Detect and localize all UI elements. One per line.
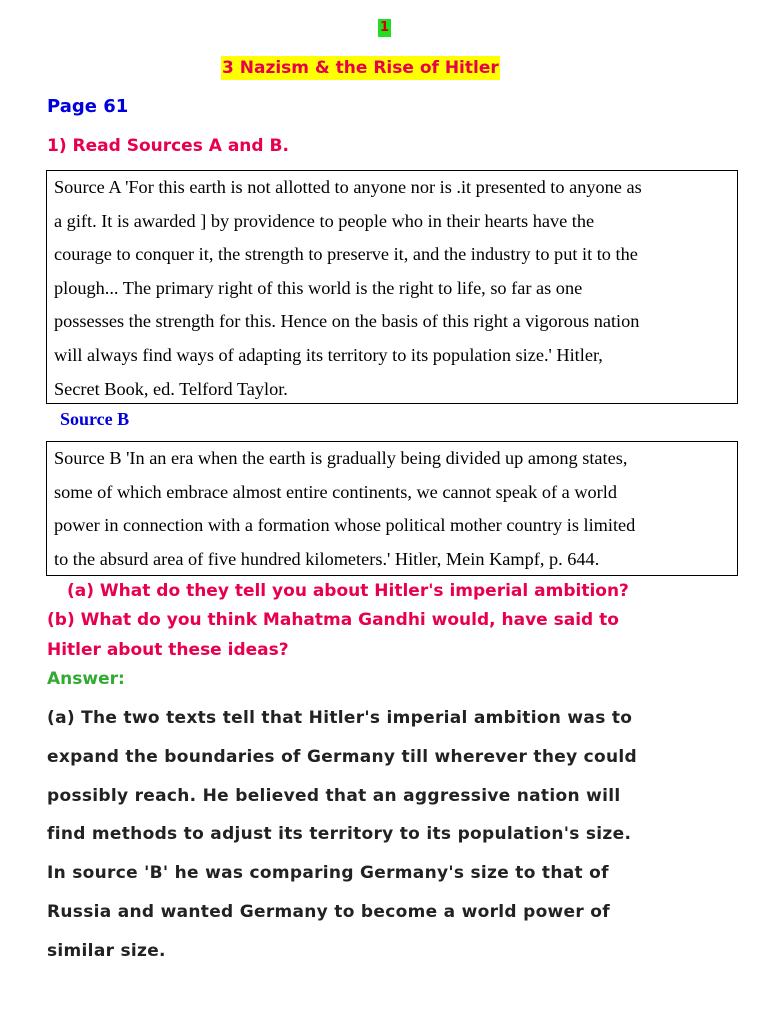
source-b-line: power in connection with a formation whose political mother country is limited <box>54 515 636 536</box>
answer-line: possibly reach. He believed that an aggressive nation will <box>47 785 621 806</box>
source-b-line: some of which embrace almost entire continents, we cannot speak of a world <box>54 481 617 502</box>
source-a-line: Source A 'For this earth is not allotted to anyone nor is .it presented to anyone as <box>54 177 642 197</box>
question-b-line-1: (b) What do you think Mahatma Gandhi would, have said to <box>47 610 619 630</box>
source-a-line: Secret Book, ed. Telford Taylor. <box>54 378 288 399</box>
source-b-line: Source B 'In an era when the earth is gradually being divided up among states, <box>54 448 628 468</box>
source-b-line: to the absurd area of five hundred kilometers.' Hitler, Mein Kampf, p. 644. <box>54 548 600 569</box>
page-reference: Page 61 <box>47 96 129 117</box>
answer-line: expand the boundaries of Germany till wherever they could <box>47 746 638 767</box>
question-a: (a) What do they tell you about Hitler's imperial ambition? <box>67 581 629 601</box>
source-a-line: a gift. It is awarded ] by providence to people who in their hearts have the <box>54 210 595 231</box>
source-b-box <box>46 441 738 576</box>
chapter-title: 3 Nazism & the Rise of Hitler <box>222 58 499 78</box>
source-a-line: will always find ways of adapting its territory to its population size.' Hitler, <box>54 344 603 365</box>
answer-label: Answer: <box>47 669 125 689</box>
source-a-box <box>46 170 738 404</box>
answer-body <box>47 699 737 971</box>
answer-line: Russia and wanted Germany to become a world power of <box>47 901 610 922</box>
source-a-line: possesses the strength for this. Hence on the basis of this right a vigorous nation <box>54 311 640 332</box>
answer-line: (a) The two texts tell that Hitler's imperial ambition was to <box>47 708 633 728</box>
answer-line: In source 'B' he was comparing Germany's size to that of <box>47 863 609 884</box>
question-1: 1) Read Sources A and B. <box>47 136 289 156</box>
question-b-line-2: Hitler about these ideas? <box>47 640 289 660</box>
answer-line: find methods to adjust its territory to its population's size. <box>47 824 632 845</box>
source-a-line: courage to conquer it, the strength to preserve it, and the industry to put it to the <box>54 244 638 265</box>
source-b-heading: Source B <box>60 409 130 429</box>
answer-line: similar size. <box>47 940 166 961</box>
page-number: 1 <box>380 20 390 35</box>
source-a-line: plough... The primary right of this world is the right to life, so far as one <box>54 277 583 298</box>
